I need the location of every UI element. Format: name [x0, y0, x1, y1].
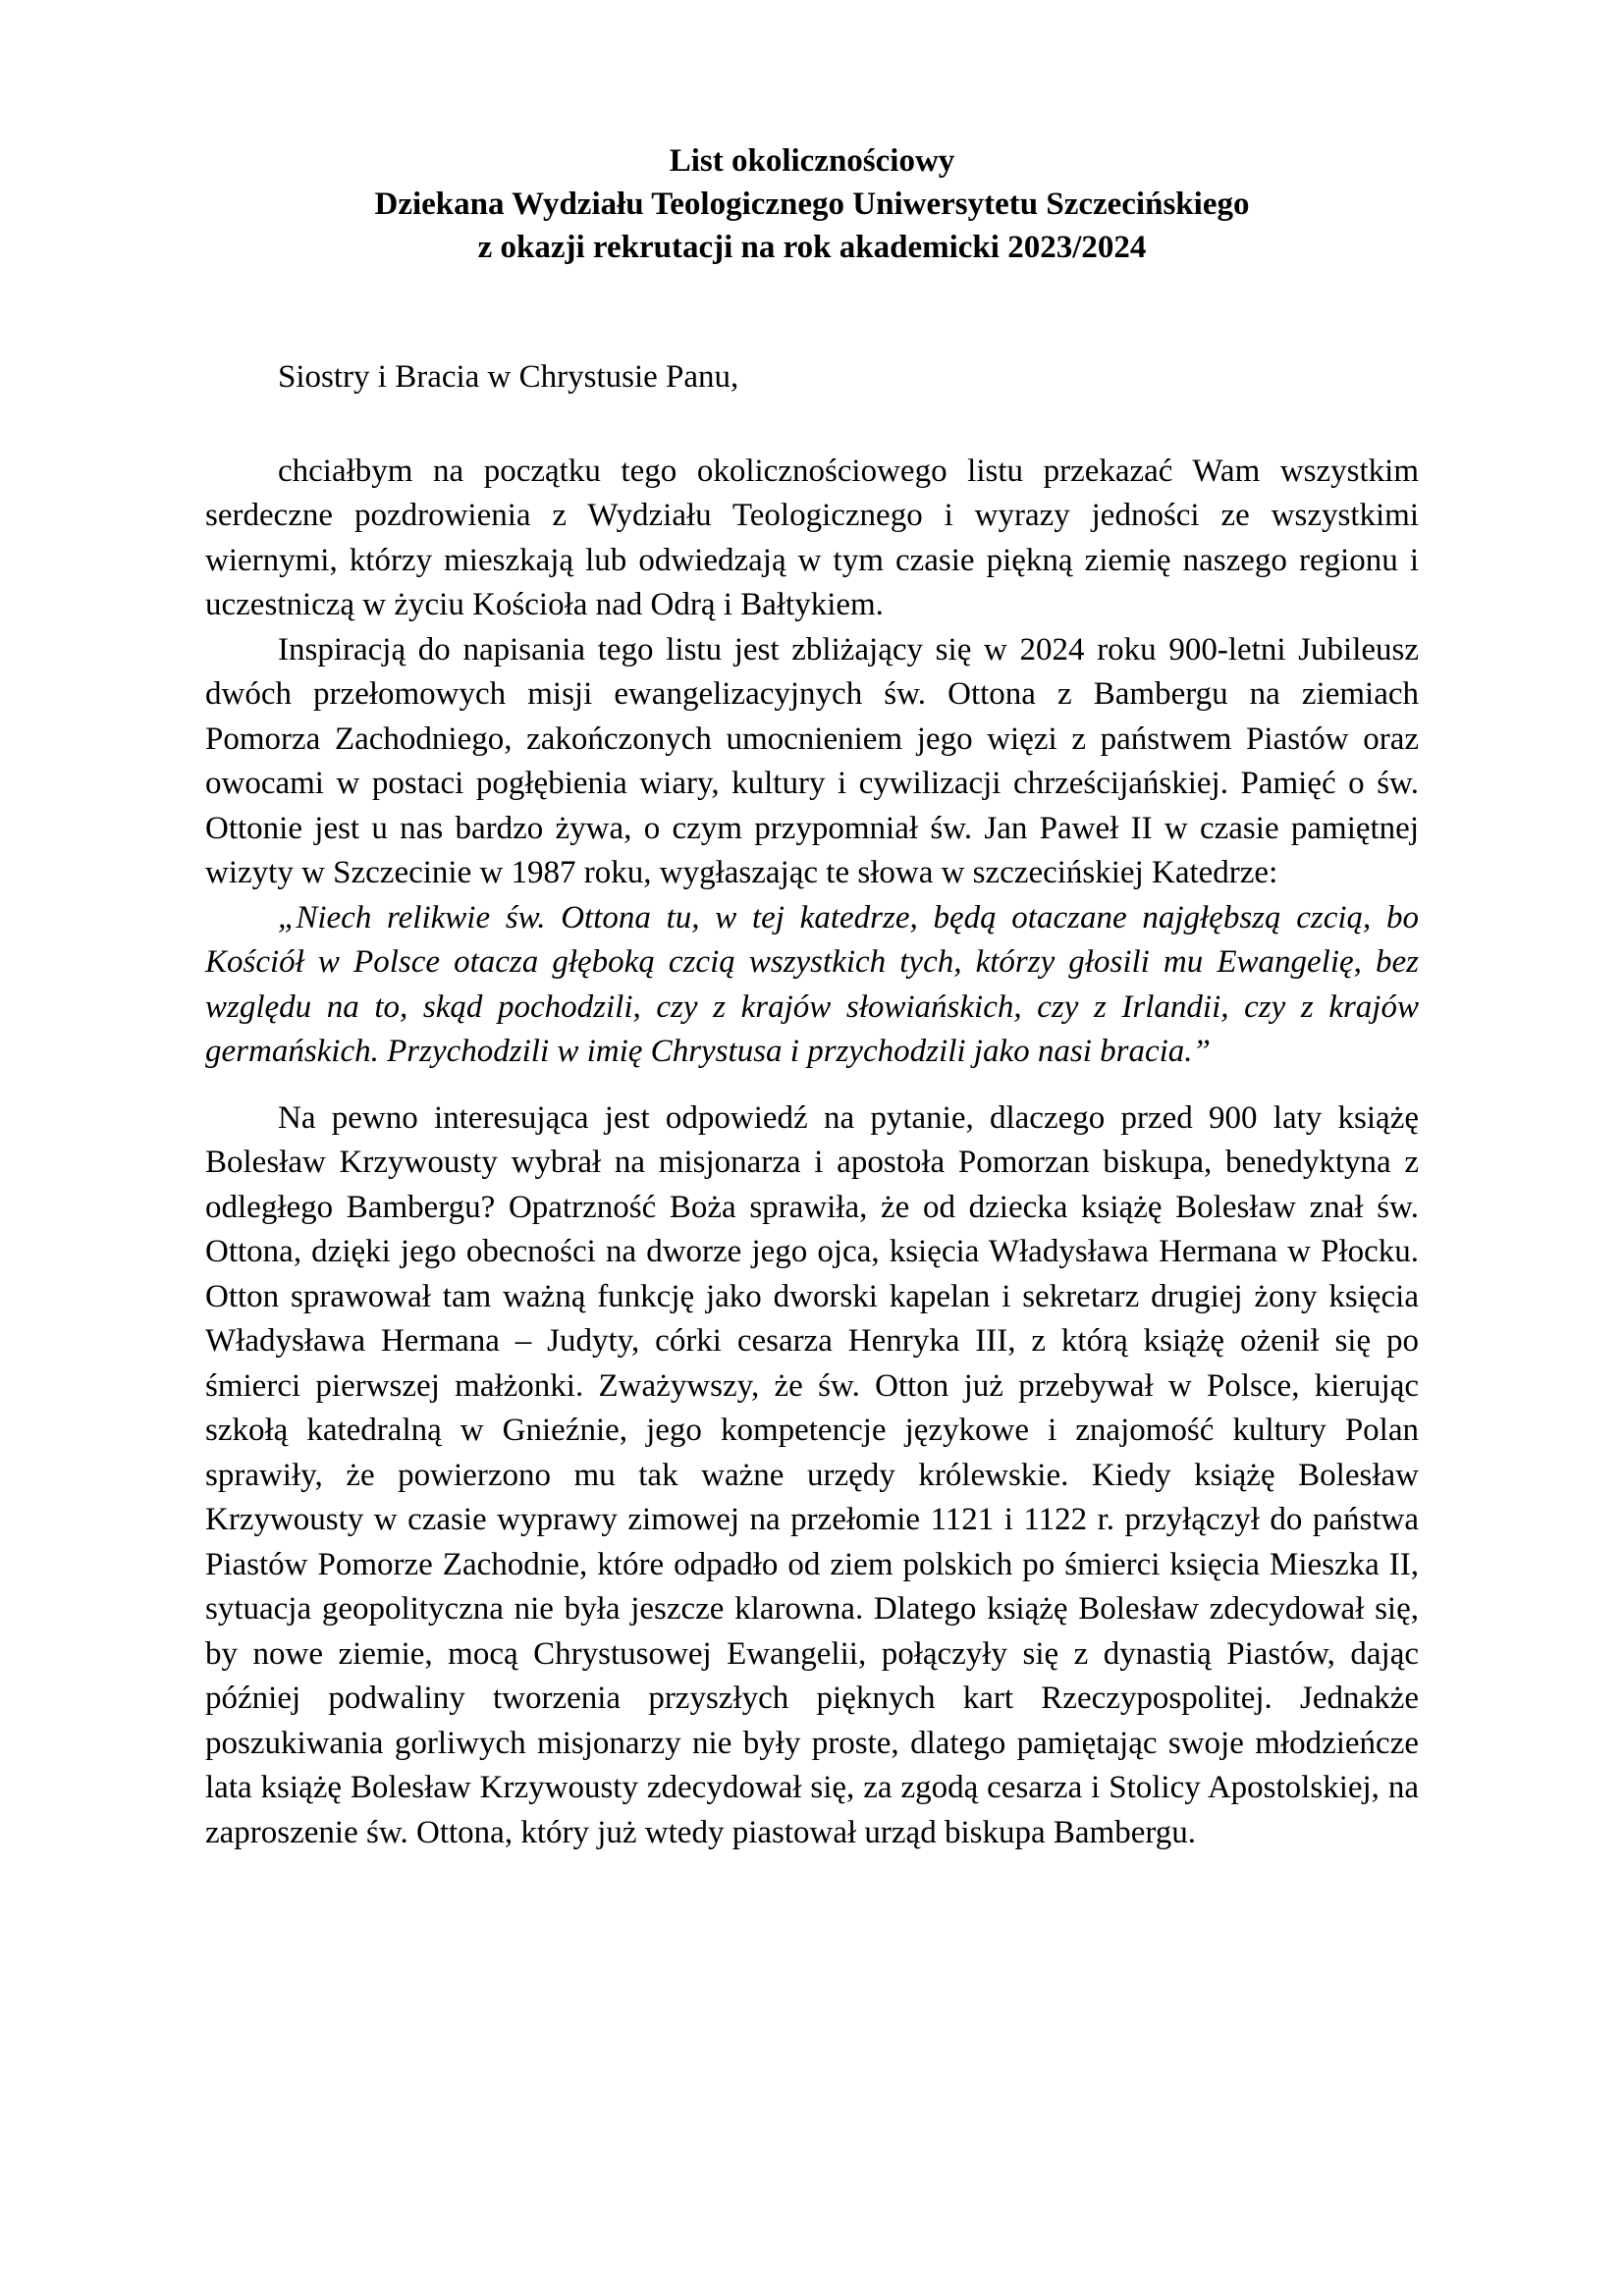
- title-line-3: z okazji rekrutacji na rok akademicki 2023/2024: [477, 230, 1147, 265]
- paragraph-1: chciałbym na początku tego okolicznościowego listu przekazać Wam wszystkim serdeczne pozdrowienia z Wydziału Teologicznego i wyrazy jedności ze wszystkimi wiernymi, którzy mieszkają lub odwiedzają w tym czasie piękną ziemię naszego regionu i uczestniczą w życiu Kościoła nad Odrą i Bałtykiem.: [205, 453, 1419, 622]
- document-body: [205, 355, 1419, 1855]
- paragraph-2: Inspiracją do napisania tego listu jest zbliżający się w 2024 roku 900-letni Jubileusz dwóch przełomowych misji ewangelizacyjnych św. Ottona z Bambergu na ziemiach Pomorza Zachodniego, zakończonych umocnieniem jego więzi z państwem Piastów oraz owocami w postaci pogłębienia wiary, kultury i cywilizacji chrześcijańskiej. Pamięć o św. Ottonie jest u nas bardzo żywa, o czym przypomniał św. Jan Paweł II w czasie pamiętnej wizyty w Szczecinie w 1987 roku, wygłaszając te słowa w szczecińskiej Katedrze:: [205, 631, 1419, 890]
- papal-quote: „Niech relikwie św. Ottona tu, w tej katedrze, będą otaczane najgłębszą czcią, bo Kościół w Polsce otacza głęboką czcią wszystkich tych, którzy głosili mu Ewangelię, bez względu na to, skąd pochodzili, czy z krajów słowiańskich, czy z Irlandii, czy z krajów germańskich. Przychodzili w imię Chrystusa i przychodzili jako nasi bracia.”: [205, 899, 1419, 1069]
- greeting: Siostry i Bracia w Chrystusie Panu,: [278, 359, 739, 395]
- paragraph-3: Na pewno interesująca jest odpowiedź na pytanie, dlaczego przed 900 laty książę Bolesław Krzywousty wybrał na misjonarza i apostoła Pomorzan biskupa, benedyktyna z odległego Bambergu? Opatrzność Boża sprawiła, że od dziecka książę Bolesław znał św. Ottona, dzięki jego obecności na dworze jego ojca, księcia Władysława Hermana w Płocku. Otton sprawował tam ważną funkcję jako dworski kapelan i sekretarz drugiej żony księcia Władysława Hermana – Judyty, córki cesarza Henryka III, z którą książę ożenił się po śmierci pierwszej małżonki. Zważywszy, że św. Otton już przebywał w Polsce, kierując szkołą katedralną w Gnieźnie, jego kompetencje językowe i znajomość kultury Polan sprawiły, że powierzono mu tak ważne urzędy królewskie. Kiedy książę Bolesław Krzywousty w czasie wyprawy zimowej na przełomie 1121 i 1122 r. przyłączył do państwa Piastów Pomorze Zachodnie, które odpadło od ziem polskich po śmierci księcia Mieszka II, sytuacja geopolityczna nie była jeszcze klarowna. Dlatego książę Bolesław zdecydował się, by nowe ziemie, mocą Chrystusowej Ewangelii, połączyły się z dynastią Piastów, dając później podwaliny tworzenia przyszłych pięknych kart Rzeczypospolitej. Jednakże poszukiwania gorliwych misjonarzy nie były proste, dlatego pamiętając swoje młodzieńcze lata książę Bolesław Krzywousty zdecydował się, za zgodą cesarza i Stolicy Apostolskiej, na zaproszenie św. Ottona, który już wtedy piastował urząd biskupa Bambergu.: [205, 1099, 1419, 1850]
- title-line-2: Dziekana Wydziału Teologicznego Uniwersytetu Szczecińskiego: [374, 187, 1250, 222]
- title-line-1: List okolicznościowy: [669, 143, 955, 179]
- document-title: [196, 139, 1428, 269]
